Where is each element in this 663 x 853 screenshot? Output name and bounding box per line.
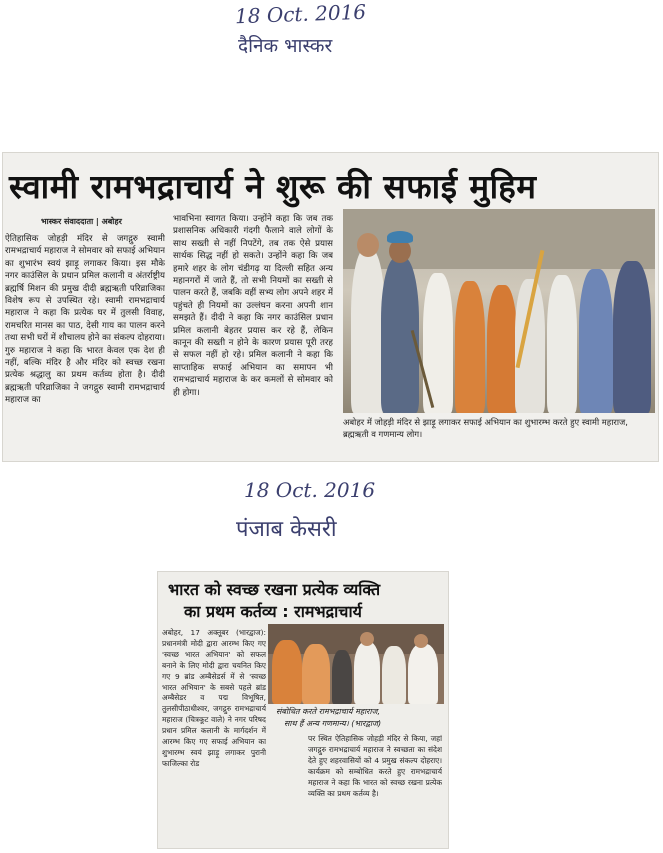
article2-headline-line2: का प्रथम कर्तव्य : रामभद्राचार्य (184, 602, 362, 621)
article1-column-2: भावभिना स्वागत किया। उन्होंने कहा कि जब तक प्रशासनिक अधिकारी गंदगी फैलाने वाले लोगों के साथ सख्ती से नहीं निपटेंगे, तब तक ऐसे प्रयास सार्थक सिद्ध नहीं हो सकते। उन्होंने कहा कि जब हमारे शहर के लोग चंडीगढ़ या दिल्ली सहित अन्य महानगरों में जाते हैं, तो सभी नियमों का सख्ती से पालन करते हैं, जबकि वहीं सभ्य लोग अपने शहर में पहुंचते ही नियमों का उल्लंघन करना अपनी शान समझते हैं। दीदी ने कहा कि नगर काउंसिल प्रधान प्रमिल कलानी बेहतर प्रयास कर रहे हैं, लेकिन कानून की सख्ती न होने के कारण प्रयास पूरी तरह से सफल नहीं हो रहे। प्रमिल कलानी ने कहा कि साप्ताहिक सफाई अभियान का समापन भी रामभद्राचार्य महाराज के कर कमलों से सोमवार को ही होगा। (173, 214, 333, 398)
article2-headline-line1: भारत को स्वच्छ रखना प्रत्येक व्यक्ति (168, 580, 381, 599)
article1-headline: स्वामी रामभद्राचार्य ने शुरू की सफाई मुहिम (9, 167, 537, 206)
article1-column-1: ऐतिहासिक जोहड़ी मंदिर से जगद्गुरु स्वामी रामभद्राचार्य महाराज ने सोमवार को सफाई अभियान का शुभारंभ स्वयं झाड़ू लगाकर किया। इस मौके नगर काउंसिल के प्रधान प्रमिल कलानी व अंतर्राष्ट्रीय ब्रह्मर्षि मिशन की प्रमुख दीदी ब्रह्मऋती परिव्राजिका विशेष रूप से उपस्थित रहे। स्वामी रामभद्राचार्य महाराज ने कहा कि प्रत्येक घर में तुलसी विवाह, रामचरित मानस का पाठ, देसी गाय का पालन करने तथा सभी घरों में शौचालय होने का संकल्प दोहराया। गुरु महाराज ने कहा कि भारत केवल एक देश ही नहीं, बल्कि मंदिर है और मंदिर को स्वच्छ रखना प्रत्येक श्रद्धालु का प्रथम कर्तव्य होता है। दीदी ब्रह्मऋती परिव्राजिका ने जगद्गुरु स्वामी रामभद्राचार्य महाराज का (5, 234, 165, 406)
article1-byline: भास्कर संवाददाता | अबोहर (41, 217, 122, 226)
article1-photo-caption: अबोहर में जोहड़ी मंदिर से झाड़ू लगाकर सफाई अभियान का शुभारम्भ करते हुए स्वामी महाराज, ब्रह्मऋती व गणमान्य लोग। (343, 417, 628, 439)
article2-photo-caption-line2: साथ हैं अन्य गणमान्य। (भारद्वाज) (284, 719, 382, 728)
article2-photo (268, 624, 444, 704)
clipping-dainik-bhaskar (3, 153, 658, 461)
handwritten-date-mid: 18 Oct. 2016 (244, 478, 376, 502)
article1-photo (343, 209, 655, 413)
handwritten-paper-mid: पंजाब केसरी (236, 517, 337, 542)
article2-photo-caption-line1: संबोधित करते रामभद्राचार्य महाराज, (276, 707, 380, 716)
clipping-punjab-kesari (158, 572, 448, 848)
handwritten-date-top: 18 Oct. 2016 (234, 0, 367, 29)
article2-column-1: अबोहर, 17 अक्तूबर (भारद्वाज): प्रधानमंत्री मोदी द्वारा आरम्भ किए गए 'स्वच्छ भारत अभियान' को सफल बनाने के लिए मोदी द्वारा चयनित किए गए 9 ब्रांड अम्बैसेडर्स में से 'स्वच्छ भारत अभियान' के सबसे पहले ब्रांड अम्बैसेडर व पद्म विभूषित, तुलसीपीठाधीश्वर, जगद्गुरु रामभद्राचार्य महाराज (चित्रकूट वाले) ने नगर परिषद प्रधान प्रमिल कलानी के मार्गदर्शन में आरम्भ किए गए सफाई अभियान का शुभारम्भ स्वयं झाड़ू लगाकर पुरानी फाजिल्का रोड (162, 628, 266, 768)
article2-column-2: पर स्थित ऐतिहासिक जोहड़ी मंदिर से किया, जहां जगद्गुरु रामभद्राचार्य महाराज ने स्वच्छता का संदेश देते हुए शहरवासियों को 4 प्रमुख संकल्प दोहराए। कार्यक्रम को सम्बोधित करते हुए रामभद्राचार्य महाराज ने कहा कि भारत को स्वच्छ रखना प्रत्येक व्यक्ति का प्रथम कर्तव्य है। (308, 734, 442, 798)
handwritten-paper-top: दैनिक भास्कर (238, 35, 333, 57)
